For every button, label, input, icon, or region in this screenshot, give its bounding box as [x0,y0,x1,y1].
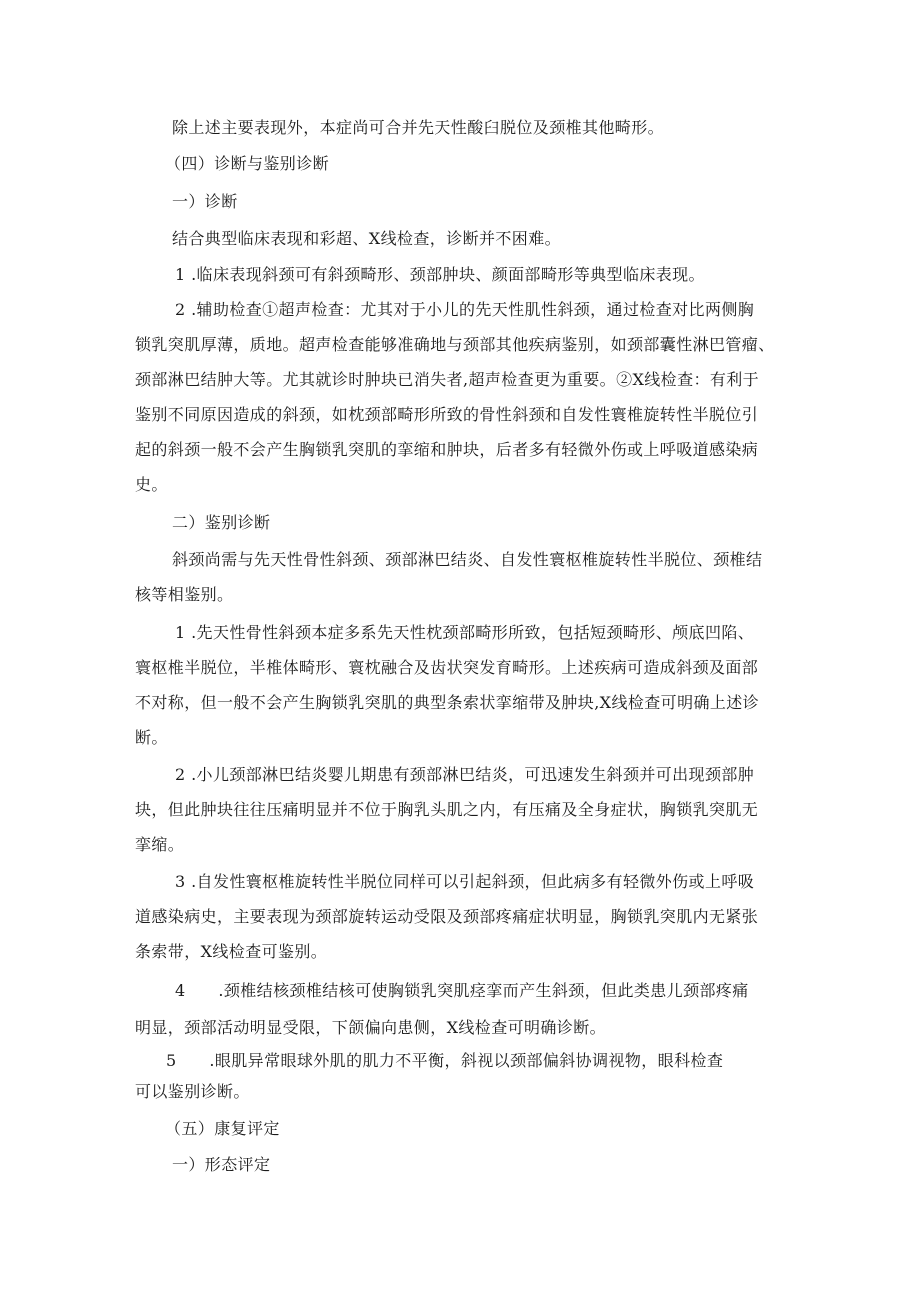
text-line: 2 .辅助检查①超声检查：尤其对于小儿的先天性肌性斜颈，通过检查对比两侧胸 [175,300,755,319]
section-heading: （四）诊断与鉴别诊断 [165,154,330,173]
text-line: 除上述主要表现外，本症尚可合并先天性酸臼脱位及颈椎其他畸形。 [172,118,665,137]
text-line: 1 .临床表现斜颈可有斜颈畸形、颈部肿块、颜面部畸形等典型临床表现。 [175,265,705,284]
text-line: 明显，颈部活动明显受限，下颌偏向患侧，X线检查可明确诊断。 [135,1018,606,1037]
text-line: 块，但此肿块往往压痛明显并不位于胸乳头肌之内，有压痛及全身症状，胸锁乳突肌无 [135,800,759,819]
text-line: 锁乳突肌厚薄，质地。超声检查能够准确地与颈部其他疾病鉴别，如颈部囊性淋巴管瘤、 [135,335,775,354]
text-line: 断。 [135,728,168,747]
subsection-heading: 一）诊断 [172,192,238,211]
text-line: 挛缩。 [135,835,185,854]
text-line: 4 .颈椎结核颈椎结核可使胸锁乳突肌痉挛而产生斜颈，但此类患儿颈部疼痛 [175,981,749,1000]
text-line: 5 .眼肌异常眼球外肌的肌力不平衡，斜视以颈部偏斜协调视物，眼科检查 [166,1051,724,1070]
text-line: 条索带，X线检查可鉴别。 [135,942,328,961]
text-line: 核等相鉴别。 [135,585,234,604]
text-line: 斜颈尚需与先天性骨性斜颈、颈部淋巴结炎、自发性寰枢椎旋转性半脱位、颈椎结 [172,550,763,569]
text-line: 2 .小儿颈部淋巴结炎婴儿期患有颈部淋巴结炎，可迅速发生斜颈并可出现颈部肿 [175,765,755,784]
text-line: 起的斜颈一般不会产生胸锁乳突肌的挛缩和肿块，后者多有轻微外伤或上呼吸道感染病 [135,440,759,459]
text-line: 史。 [135,475,168,494]
subsection-heading: 一）形态评定 [172,1155,271,1174]
section-heading: （五）康复评定 [165,1119,280,1138]
text-line: 颈部淋巴结肿大等。尤其就诊时肿块已消失者,超声检查更为重要。②X线检查：有利于 [135,370,760,389]
text-line: 鉴别不同原因造成的斜颈，如枕颈部畸形所致的骨性斜颈和自发性寰椎旋转性半脱位引 [135,405,759,424]
text-line: 不对称，但一般不会产生胸锁乳突肌的典型条索状挛缩带及肿块,X线检查可明确上述诊 [135,693,760,712]
subsection-heading: 二）鉴别诊断 [172,513,271,532]
text-line: 寰枢椎半脱位，半椎体畸形、寰枕融合及齿状突发育畸形。上述疾病可造成斜颈及面部 [135,658,759,677]
text-line: 3 .自发性寰枢椎旋转性半脱位同样可以引起斜颈，但此病多有轻微外伤或上呼吸 [175,872,755,891]
text-line: 结合典型临床表现和彩超、X线检查，诊断并不困难。 [172,229,561,248]
text-line: 可以鉴别诊断。 [135,1082,250,1101]
text-line: 1 .先天性骨性斜颈本症多系先天性枕颈部畸形所致，包括短颈畸形、颅底凹陷、 [175,623,755,642]
text-line: 道感染病史，主要表现为颈部旋转运动受限及颈部疼痛症状明显，胸锁乳突肌内无紧张 [135,907,759,926]
